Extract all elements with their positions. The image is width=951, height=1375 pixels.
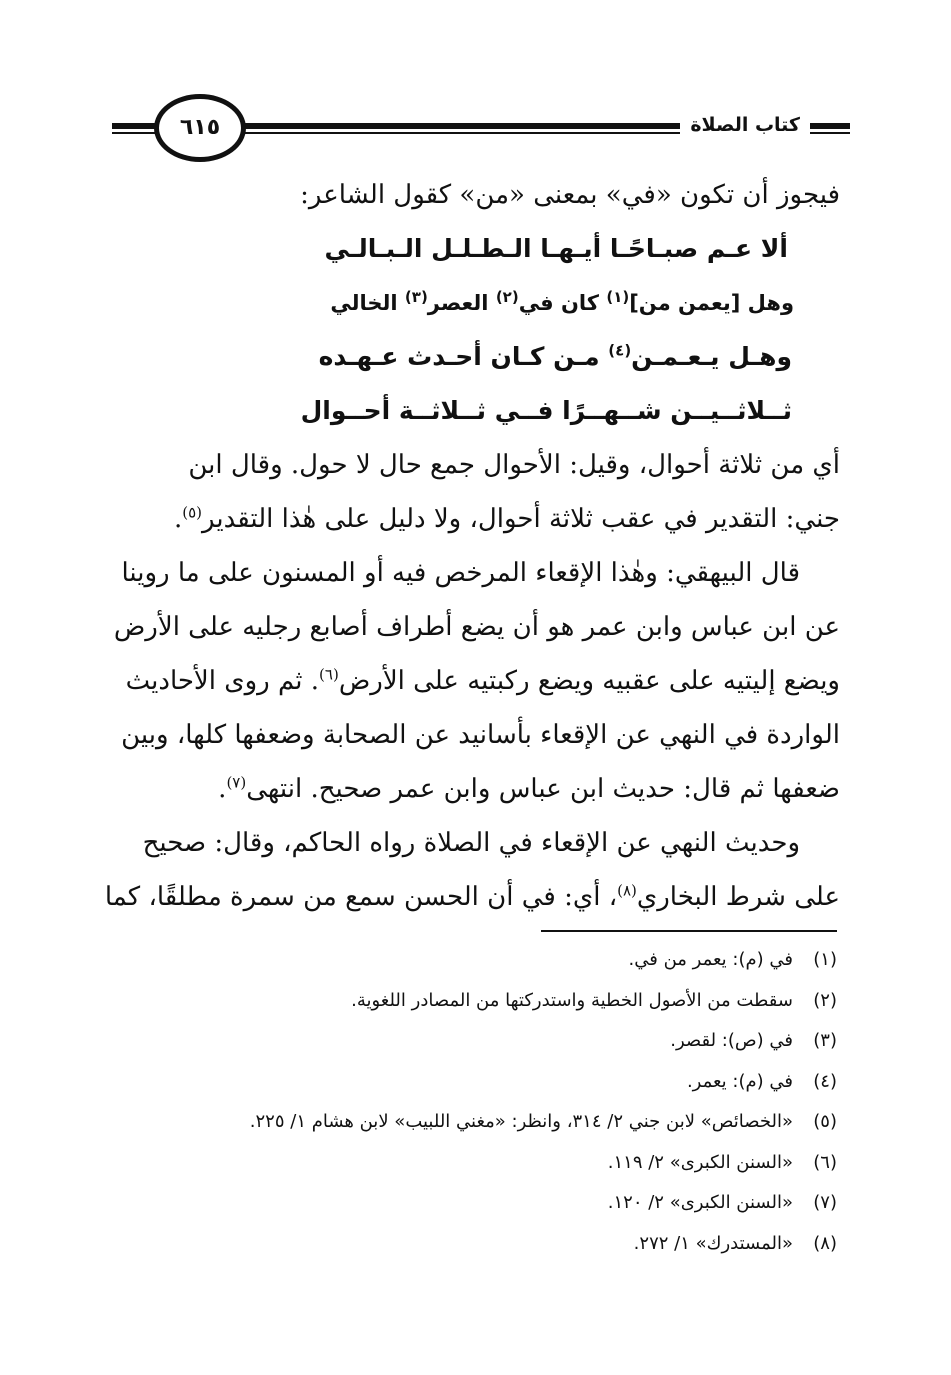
footnote-number: (٣) (813, 1030, 837, 1051)
footnote-number: (١) (813, 949, 837, 970)
footnote-5 (117, 1102, 837, 1143)
footnote-text: «السنن الكبرى» ٢/ ١٢٠. (607, 1192, 793, 1213)
paragraph-3-line-1 (118, 816, 840, 870)
p3-line-1-text: وحديث النهي عن الإقعاء في الصلاة رواه الحاكم، وقال: صحيح (142, 828, 800, 858)
footnote-3 (117, 1021, 837, 1062)
footnote-4 (117, 1062, 837, 1103)
verse-line-4 (118, 384, 840, 438)
verse-2-part-c: العصر (427, 291, 496, 315)
footnote-ref-4[interactable]: (٤) (608, 341, 632, 360)
paragraph-2-line-3 (118, 654, 840, 708)
footnote-text: «المستدرك» ١/ ٢٧٢. (633, 1232, 793, 1254)
verse-2-part-a: وهل [يعمن من] (629, 291, 794, 315)
footnote-number: (٦) (813, 1151, 837, 1173)
intro-line (118, 168, 840, 222)
footnote-6 (117, 1143, 837, 1184)
footnote-ref-5[interactable]: (٥) (182, 503, 202, 522)
p1-line-1-text: أي من ثلاثة أحوال، وقيل: الأحوال جمع حال لا حول. وقال ابن (188, 450, 840, 480)
verse-line-1 (118, 222, 840, 276)
footnote-7 (117, 1183, 837, 1224)
page-header (112, 88, 850, 168)
footnote-1 (117, 940, 837, 981)
footnote-text: سقطت من الأصول الخطية واستدركتها من المصادر اللغوية. (351, 989, 793, 1011)
p2-line-3-end: . ثم روى الأحاديث (125, 666, 320, 696)
p2-line-5-text: ضعفها ثم قال: حديث ابن عباس وابن عمر صحيح. انتهى (246, 774, 840, 804)
verse-line-2 (118, 276, 840, 330)
footnotes (117, 940, 837, 1264)
paragraph-2-line-2 (113, 600, 840, 654)
footnote-2 (117, 981, 837, 1022)
paragraph-1-line-2 (118, 492, 840, 546)
p3-line-2-text: على شرط البخاري (636, 882, 840, 912)
paragraph-2-line-5 (118, 762, 840, 816)
verse-4-text: ثــلاثــيــن شــهــرًا فــي ثــلاثــة أحــوال (300, 396, 792, 425)
verse-2-part-d: الخالي (330, 291, 405, 315)
main-text (104, 168, 840, 924)
footnote-separator (541, 930, 837, 932)
p2-line-4-text: الواردة في النهي عن الإقعاء بأسانيد عن الصحابة وضعفها كلها، وبين (121, 720, 840, 750)
footnote-text: في (م): يعمر من في. (628, 949, 793, 970)
verse-2-part-b: كان في (518, 291, 607, 315)
footnote-ref-2[interactable]: (٢) (495, 288, 519, 306)
footnote-number: (٢) (813, 989, 837, 1011)
paragraph-2-line-1 (118, 546, 840, 600)
paragraph-2-line-4 (118, 708, 840, 762)
verse-1-text: ألا عـم صبـاحًـا أيـهـا الـطـلـل الـبـالـي (324, 234, 788, 263)
p1-line-2-text: جني: التقدير في عقب ثلاثة أحوال، ولا دليل على هٰذا التقدير (202, 504, 840, 534)
running-title: كتاب الصلاة (680, 112, 810, 138)
footnote-number: (٤) (813, 1070, 837, 1092)
p2-line-2-text: عن ابن عباس وابن عمر هو أن يضع أطراف أصابع رجليه على الأرض (113, 612, 840, 642)
footnote-number: (٥) (813, 1111, 837, 1132)
verse-3-part-b: مـن كـان أحـدث عـهـده (318, 342, 609, 371)
p1-line-2-end: . (173, 504, 183, 534)
footnote-ref-7[interactable]: (٧) (226, 773, 247, 792)
footnote-ref-1[interactable]: (١) (606, 288, 630, 306)
footnote-8 (117, 1224, 837, 1265)
paragraph-1-line-1 (118, 438, 840, 492)
verse-line-3 (118, 330, 840, 384)
footnote-text: «الخصائص» لابن جني ٢/ ٣١٤، وانظر: «مغني اللبيب» لابن هشام ١/ ٢٢٥. (249, 1111, 793, 1132)
footnote-text: في (م): يعمر. (686, 1070, 793, 1092)
footnote-text: «السنن الكبرى» ٢/ ١١٩. (607, 1151, 793, 1173)
p2-line-5-end: . (218, 774, 227, 804)
page-number: ٦١٥ (154, 94, 246, 162)
p2-line-1-text: قال البيهقي: وهٰذا الإقعاء المرخص فيه أو المسنون على ما روينا (121, 558, 800, 588)
verse-3-part-a: وهـل يـعـمـن (631, 342, 792, 371)
intro-text: فيجوز أن تكون «في» بمعنى «من» كقول الشاعر: (300, 180, 840, 210)
footnote-ref-6[interactable]: (٦) (319, 665, 339, 684)
footnote-ref-3[interactable]: (٣) (404, 288, 428, 306)
footnote-number: (٨) (813, 1232, 837, 1254)
p2-line-3-text: ويضع إليتيه على عقبيه ويضع ركبتيه على الأرض (338, 666, 840, 696)
p3-line-2-end: ، أي: في أن الحسن سمع من سمرة مطلقًا، كما (104, 882, 618, 912)
footnote-text: في (ص): لقصر. (670, 1030, 793, 1051)
paragraph-3-line-2 (104, 870, 840, 924)
footnote-number: (٧) (813, 1192, 837, 1213)
footnote-ref-8[interactable]: (٨) (617, 881, 637, 900)
